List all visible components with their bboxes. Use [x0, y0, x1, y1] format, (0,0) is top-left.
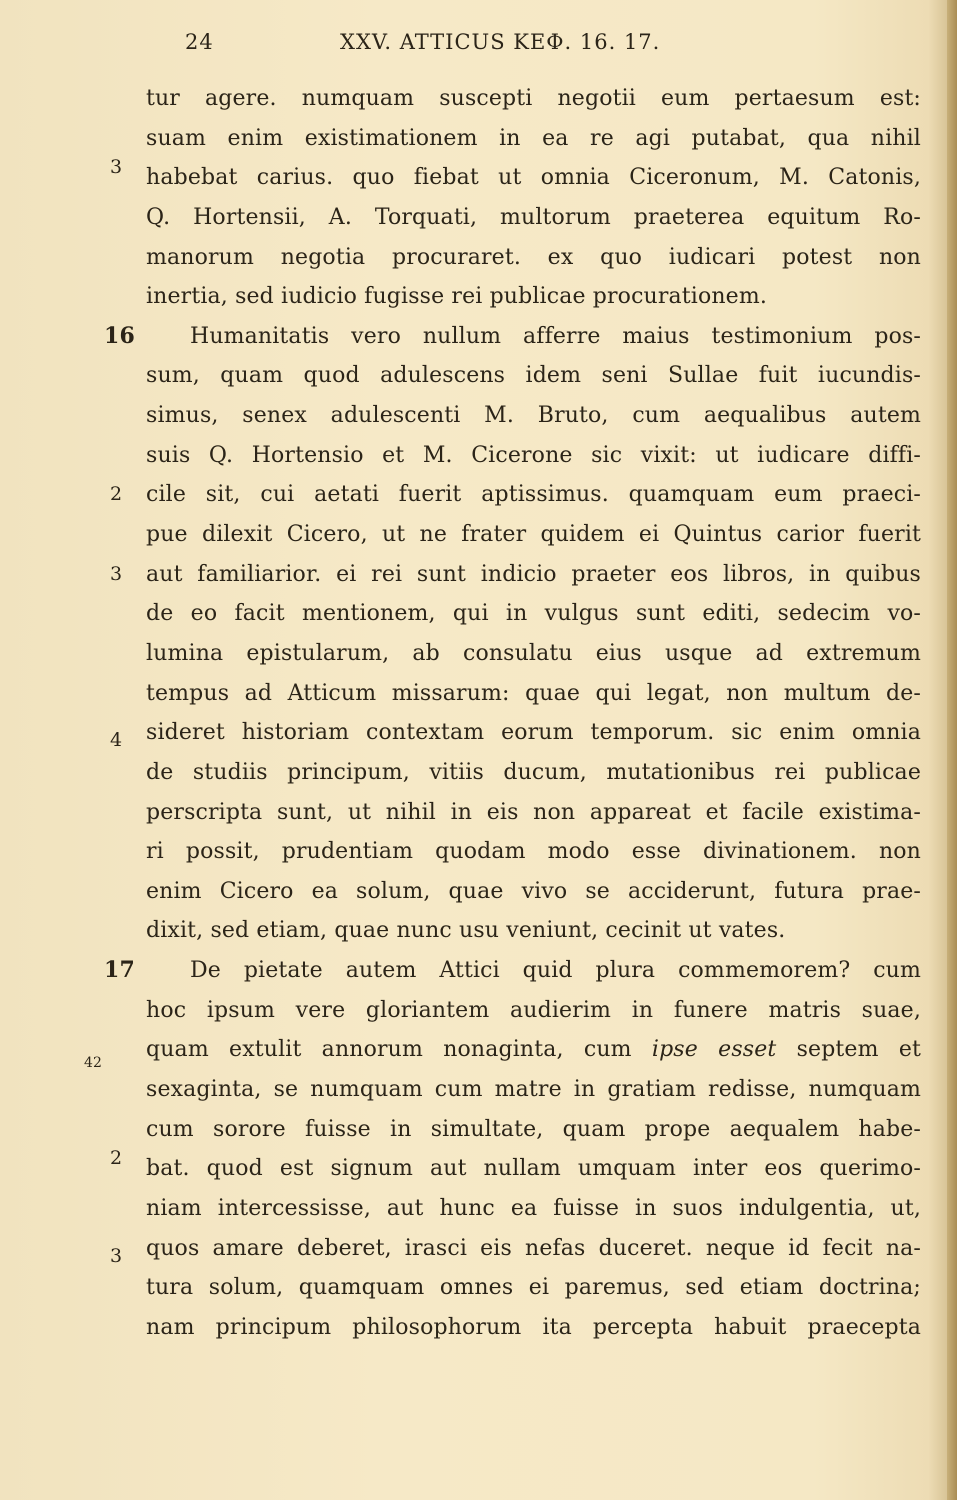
body-text — [84, 79, 921, 1348]
line-text: habebat carius. quo fiebat ut omnia Ciceronum, M. Catonis, — [146, 165, 921, 191]
line-text: suis Q. Hortensio et M. Cicerone sic vixit: ut iudicare diffi- — [146, 442, 921, 468]
line-text: aut familiarior. ei rei sunt indicio praeter eos libros, in quibus — [146, 561, 921, 587]
text-line — [146, 594, 921, 634]
text-line — [146, 1308, 921, 1348]
text-line — [146, 1268, 921, 1308]
text-line — [146, 991, 921, 1031]
text-line — [146, 1189, 921, 1229]
line-text: bat. quod est signum aut nullam umquam inter eos querimo- — [146, 1156, 921, 1182]
section-number: 2 — [110, 483, 123, 506]
line-text: lumina epistularum, ab consulatu eius usque ad extremum — [146, 640, 921, 666]
text-line — [146, 79, 921, 119]
text-line — [146, 436, 921, 476]
line-text: enim Cicero ea solum, quae vivo se acciderunt, futura prae- — [146, 878, 921, 904]
line-text: de studiis principum, vitiis ducum, mutationibus rei publicae — [146, 759, 921, 785]
line-text: sexaginta, se numquam cum matre in gratiam redisse, numquam — [146, 1077, 921, 1103]
section-number: 2 — [110, 1147, 123, 1170]
text-line — [110, 1229, 921, 1269]
chapter-number: 17 — [104, 957, 135, 984]
text-line — [110, 475, 921, 515]
text-line — [146, 872, 921, 912]
line-text: dixit, sed etiam, quae nunc usu veniunt, cecinit ut vates. — [146, 918, 786, 944]
running-title: XXV. ATTICUS ΚΕΦ. 16. 17. — [340, 30, 661, 54]
text-line — [146, 634, 921, 674]
italic-text: ipse esset — [651, 1037, 777, 1063]
line-text-after: septem et — [776, 1037, 921, 1063]
text-line — [146, 356, 921, 396]
page-reference-number: 42 — [84, 1055, 103, 1072]
line-text: suam enim existimationem in ea re agi putabat, qua nihil — [146, 125, 921, 151]
text-line — [146, 119, 921, 159]
text-line — [146, 238, 921, 278]
line-text: sideret historiam contextam eorum temporum. sic enim omnia — [146, 720, 921, 746]
running-header — [0, 30, 957, 60]
line-text: de eo facit mentionem, qui in vulgus sunt editi, sedecim vo- — [146, 601, 921, 627]
text-line — [146, 198, 921, 238]
text-line — [146, 674, 921, 714]
line-text: Q. Hortensii, A. Torquati, multorum praeterea equitum Ro- — [146, 204, 921, 230]
text-line — [146, 277, 921, 317]
line-text: perscripta sunt, ut nihil in eis non appareat et facile existima- — [146, 799, 921, 825]
line-text: ri possit, prudentiam quodam modo esse divinationem. non — [146, 839, 921, 865]
line-text: manorum negotia procuraret. ex quo iudicari potest non — [146, 244, 921, 270]
text-line — [110, 713, 921, 753]
section-number: 4 — [110, 729, 123, 752]
text-line — [146, 793, 921, 833]
text-line — [146, 911, 921, 951]
line-text: De pietate autem Attici quid plura commemorem? cum — [190, 958, 921, 984]
text-line — [146, 515, 921, 555]
line-text: tur agere. numquam suscepti negotii eum pertaesum est: — [146, 86, 921, 111]
text-line — [104, 317, 921, 357]
text-line — [84, 1030, 921, 1072]
text-line — [104, 951, 921, 991]
line-text-before: quam extulit annorum nonaginta, cum — [146, 1037, 652, 1063]
line-text — [146, 1037, 921, 1062]
line-text: tempus ad Atticum missarum: quae qui legat, non multum de- — [146, 680, 921, 706]
line-text: inertia, sed iudicio fugisse rei publicae procurationem. — [146, 284, 768, 310]
page-edge — [947, 0, 957, 1500]
text-line — [146, 832, 921, 872]
line-text: pue dilexit Cicero, ut ne frater quidem ei Quintus carior fuerit — [146, 522, 921, 548]
section-number: 3 — [110, 156, 123, 179]
page-number: 24 — [185, 30, 214, 54]
text-line — [146, 1070, 921, 1110]
text-line — [146, 753, 921, 793]
line-text: tura solum, quamquam omnes ei paremus, sed etiam doctrina; — [146, 1275, 921, 1301]
text-line — [110, 1147, 921, 1189]
line-text: sum, quam quod adulescens idem seni Sullae fuit iucundis- — [146, 363, 921, 389]
text-line — [146, 396, 921, 436]
section-number: 3 — [110, 562, 123, 585]
text-line — [146, 1110, 921, 1150]
line-text: cile sit, cui aetati fuerit aptissimus. quamquam eum praeci- — [146, 482, 921, 508]
text-line — [110, 156, 921, 198]
line-text: simus, senex adulescenti M. Bruto, cum aequalibus autem — [146, 403, 921, 429]
chapter-number: 16 — [104, 322, 135, 349]
line-text: nam principum philosophorum ita percepta habuit praecepta — [146, 1314, 921, 1340]
line-text: Humanitatis vero nullum afferre maius testimonium pos- — [190, 323, 921, 349]
line-text: cum sorore fuisse in simultate, quam prope aequalem habe- — [146, 1116, 921, 1142]
text-line — [110, 555, 921, 595]
line-text: hoc ipsum vere gloriantem audierim in funere matris suae, — [146, 997, 921, 1023]
section-number: 3 — [110, 1244, 123, 1267]
line-text: quos amare deberet, irasci eis nefas duceret. neque id fecit na- — [146, 1235, 921, 1261]
line-text: niam intercessisse, aut hunc ea fuisse in suos indulgentia, ut, — [146, 1195, 921, 1221]
